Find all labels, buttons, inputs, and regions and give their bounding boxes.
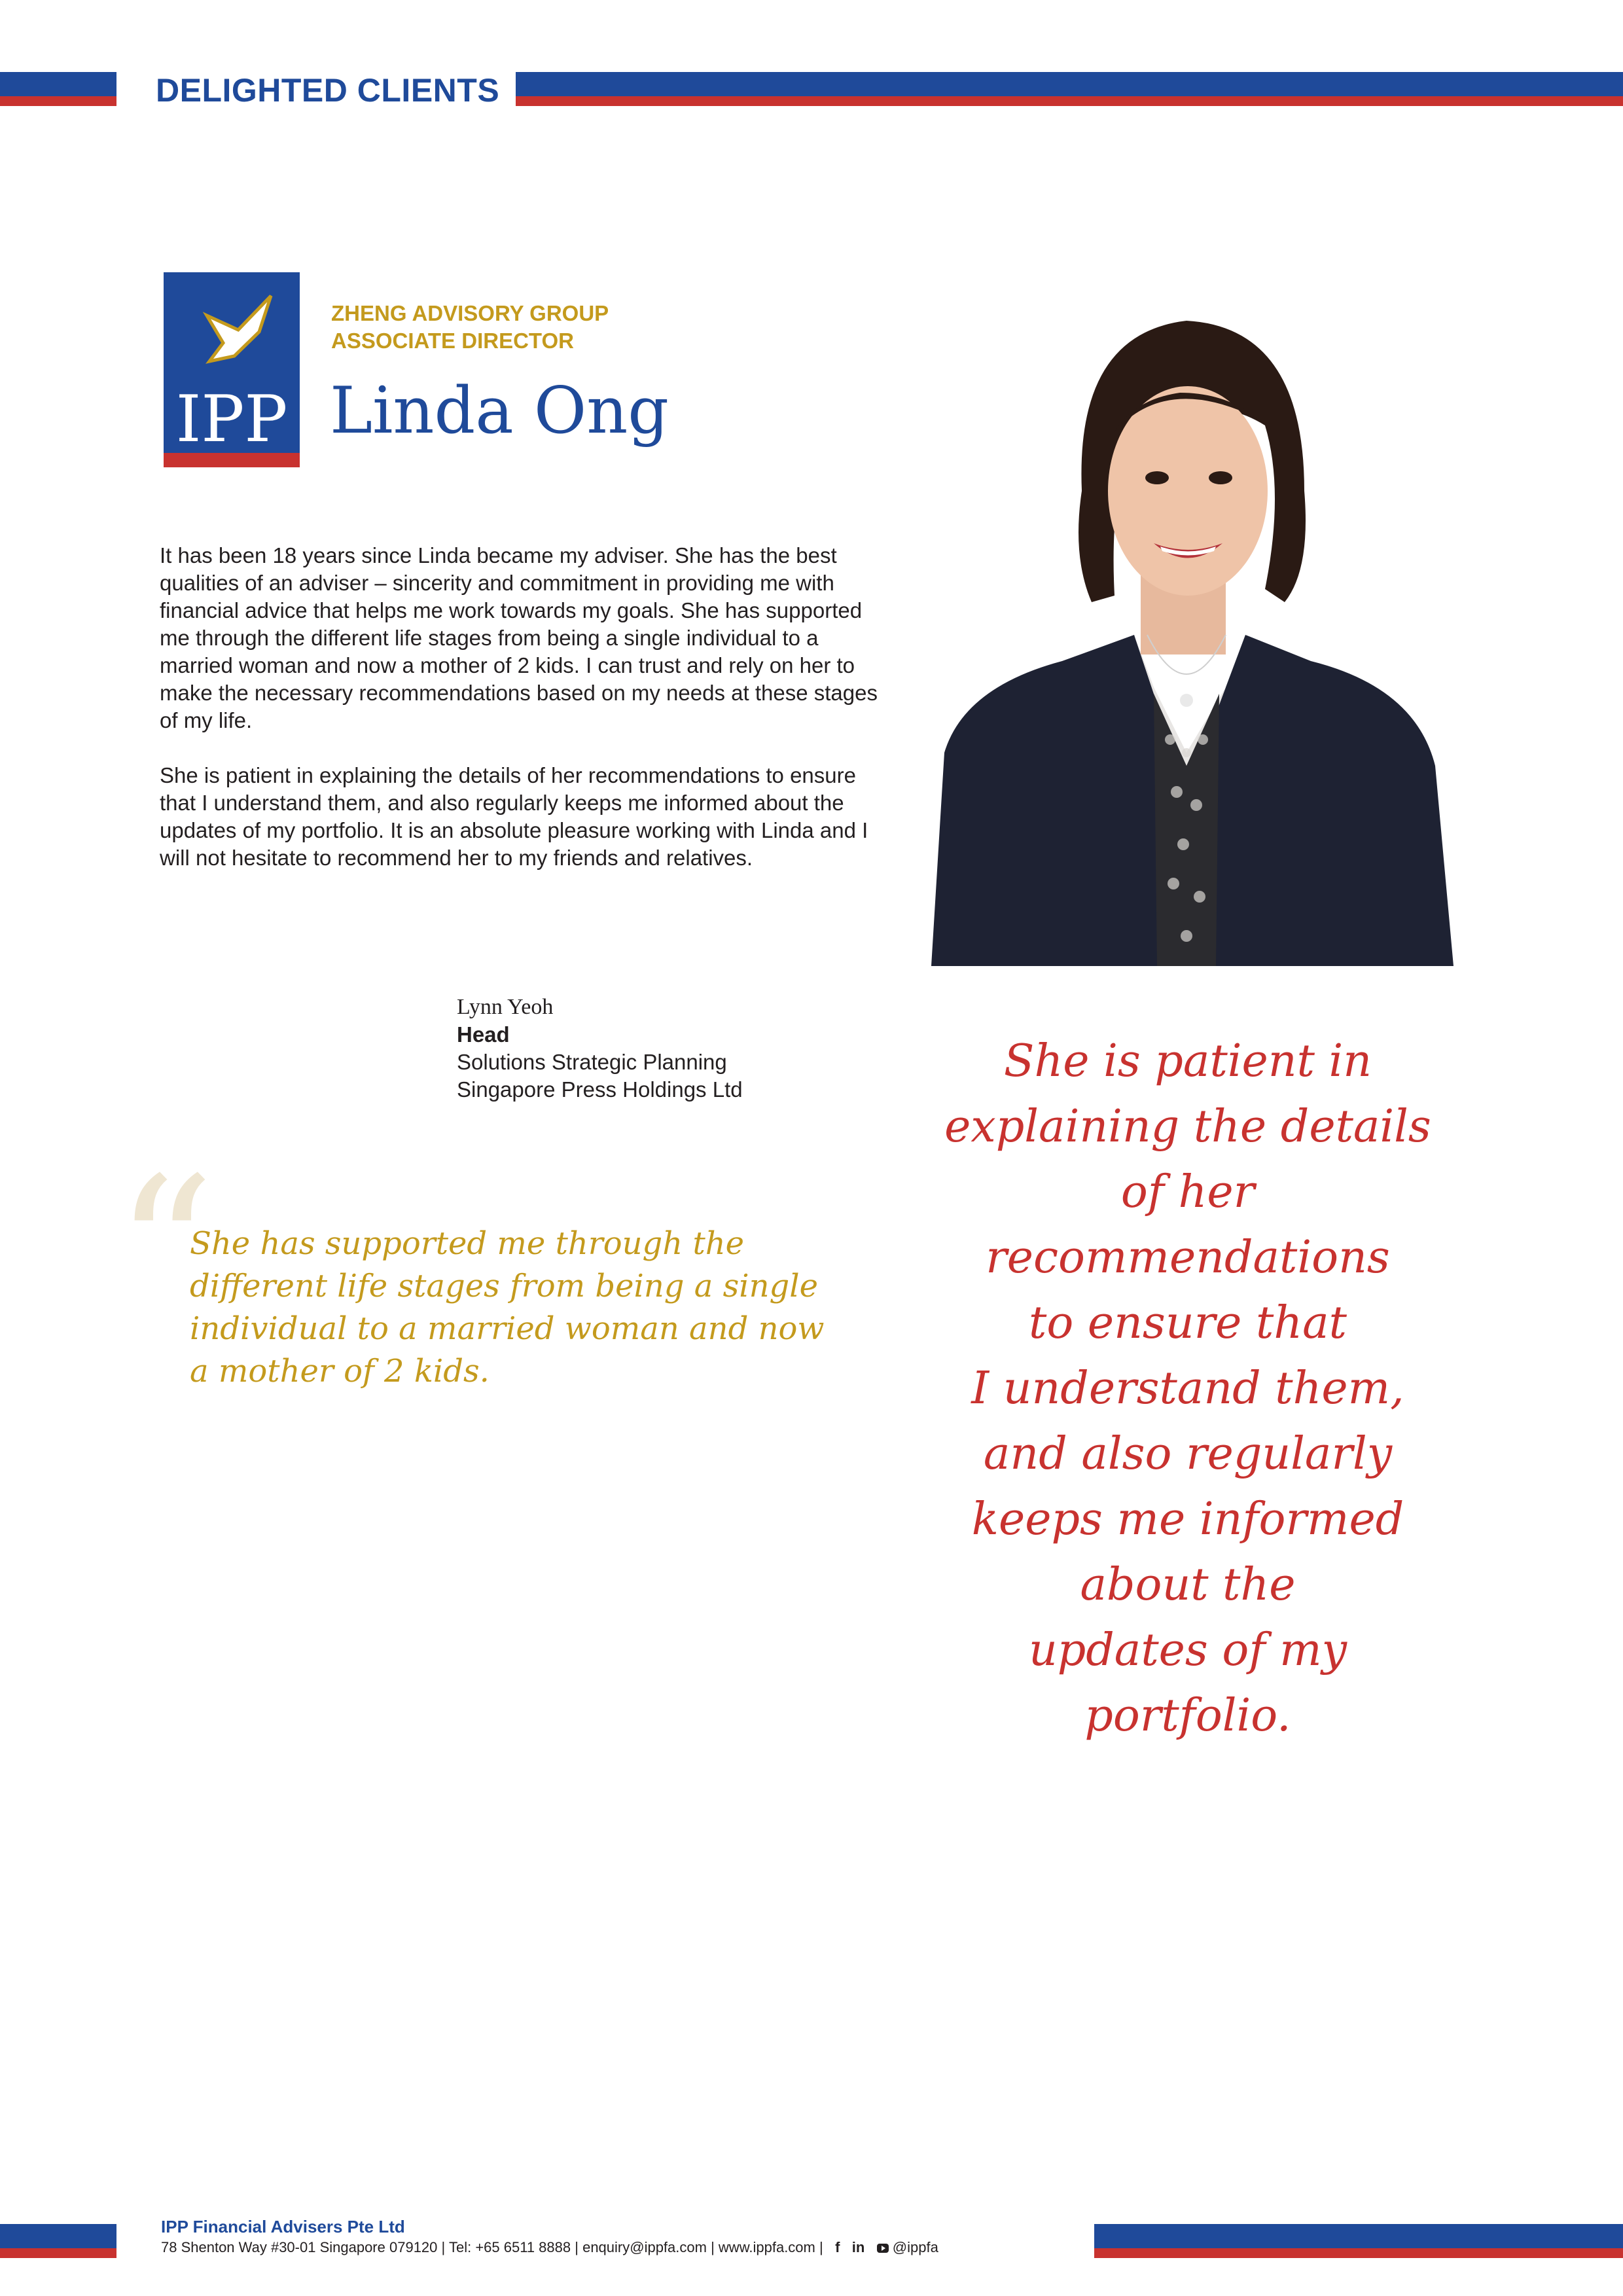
quote-mark-icon: “ [115, 1136, 215, 1364]
adviser-titles [331, 300, 609, 355]
logo-wordmark: IPP [175, 382, 288, 457]
facebook-icon[interactable]: f [835, 2239, 840, 2255]
pull-quote-line: updates of my [1028, 1624, 1347, 1676]
separator: | [711, 2239, 715, 2255]
pull-quote-line: explaining the details [944, 1101, 1431, 1153]
adviser-role: ASSOCIATE DIRECTOR [331, 329, 574, 353]
separator: | [441, 2239, 446, 2255]
pull-quote-line: She is patient in [1003, 1035, 1372, 1087]
pull-quote-line: and also regularly [983, 1428, 1393, 1480]
client-title: Head [457, 1022, 510, 1047]
linkedin-icon[interactable]: in [851, 2239, 865, 2255]
client-name: Lynn Yeoh [457, 995, 554, 1019]
footer-tel[interactable]: Tel: +65 6511 8888 [448, 2239, 571, 2255]
section-title: DELIGHTED CLIENTS [156, 72, 500, 109]
social-handle[interactable]: @ippfa [892, 2239, 938, 2255]
footer-website-link[interactable]: www.ippfa.com [718, 2239, 815, 2255]
testimonial-body [160, 542, 880, 899]
client-department: Solutions Strategic Planning [457, 1050, 727, 1074]
pull-quote-line: recommendations [986, 1232, 1390, 1283]
adviser-portrait [918, 295, 1454, 966]
separator: | [575, 2239, 579, 2255]
pull-quote-line: of her [1120, 1166, 1255, 1218]
testimonial-paragraph: It has been 18 years since Linda became my adviser. She has the best qualities of an adviser – sincerity and commitment in providing me with financial advice that helps me work towards my goals. She has supported me through the different life stages from being a single individual to a married woman and now a mother of 2 kids. I can trust and rely on her to make the necessary recommendations based on my needs at these stages of my life. [160, 543, 878, 732]
ipp-logo [161, 270, 302, 470]
pull-quote-line: keeps me informed [971, 1494, 1404, 1545]
pull-quote-right [910, 1029, 1466, 1749]
client-company: Singapore Press Holdings Ltd [457, 1077, 743, 1102]
testimonial-paragraph: She is patient in explaining the details of her recommendations to ensure that I understand them, and also regularly keeps me informed about the updates of my portfolio. It is an absolute pleasure working with Linda and I will not hesitate to recommend her to my friends and relatives. [160, 763, 868, 870]
adviser-name: Linda Ong [330, 374, 669, 448]
footer-bar-left [0, 2224, 116, 2258]
header-bar-left [0, 72, 116, 106]
footer-address: 78 Shenton Way #30-01 Singapore 079120 [161, 2239, 438, 2255]
footer-contact [161, 2238, 938, 2257]
pull-quote-line: to ensure that [1029, 1297, 1347, 1349]
pull-quote-left: She has supported me through the different life stages from being a single individual to a married woman and now a mother of 2 kids. [190, 1225, 825, 1390]
footer-company: IPP Financial Advisers Pte Ltd [161, 2217, 405, 2236]
footer-email-link[interactable]: enquiry@ippfa.com [582, 2239, 707, 2255]
pull-quote-line: I understand them, [971, 1363, 1404, 1414]
header-bar-right [516, 72, 1623, 106]
client-signature [457, 994, 743, 1103]
pull-quote-line: portfolio. [1084, 1690, 1291, 1742]
portrait-illustration [918, 295, 1454, 966]
ipp-logo-graphic [161, 270, 302, 470]
footer-bar-right [1094, 2224, 1623, 2258]
youtube-icon[interactable] [877, 2244, 889, 2253]
separator: | [819, 2239, 823, 2255]
pull-quote-line: about the [1080, 1559, 1296, 1611]
adviser-group: ZHENG ADVISORY GROUP [331, 301, 609, 325]
